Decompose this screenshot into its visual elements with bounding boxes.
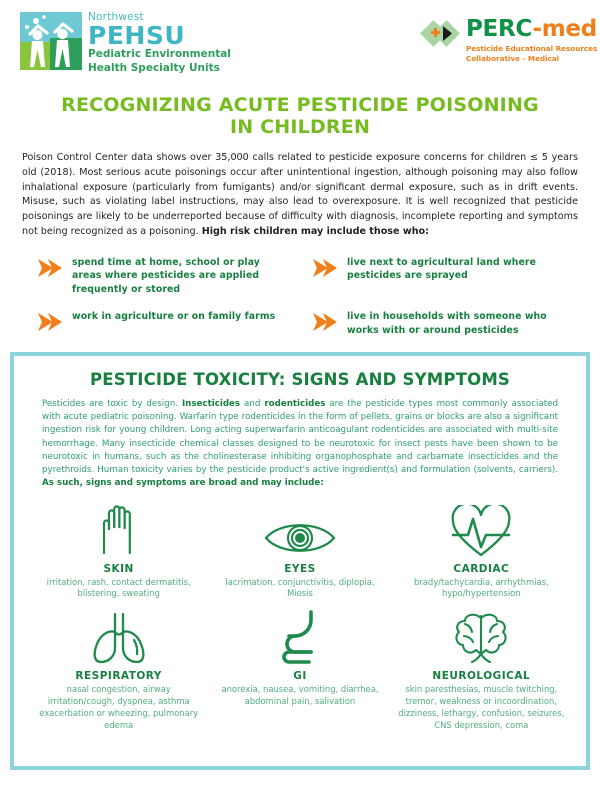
- eye-icon: [263, 517, 337, 559]
- page-header: [0, 0, 600, 80]
- symptom-description: skin paresthesias, muscle twitching, tremor, weakness or incoordination, dizziness, lethargy, confusion, seizures, CNS depression, coma: [398, 684, 565, 731]
- page-title-line-2: IN CHILDREN: [229, 116, 371, 139]
- perc-subtitle-line-2: Collaborative - Medical: [466, 53, 560, 63]
- symptom-description: irritation, rash, contact dermatitis, blistering, sweating: [46, 576, 191, 599]
- lungs-icon: [89, 612, 149, 666]
- chevron-right-icon: [36, 257, 62, 279]
- symptom-name: CARDIAC: [453, 562, 510, 575]
- symptom-cell-cardiac: [391, 503, 572, 601]
- symptom-name: NEUROLOGICAL: [432, 670, 531, 683]
- symptom-name: GI: [293, 670, 307, 683]
- symptom-name: EYES: [284, 562, 316, 575]
- chevron-right-icon: [36, 311, 62, 333]
- symptom-description: nasal congestion, airway irritation/cough, dyspnea, asthma exacerbation or wheezing, pulmonary edema: [39, 684, 199, 731]
- chevron-right-icon: [311, 311, 337, 333]
- symptom-icon-wrap: [215, 503, 384, 559]
- hand-icon: [96, 503, 142, 559]
- panel-body-paragraph: [42, 398, 558, 491]
- pehsu-northwest-label: Northwest: [88, 11, 144, 23]
- symptom-icon-wrap: [397, 610, 566, 666]
- page-title-line-1: RECOGNIZING ACUTE PESTICIDE POISONING: [61, 94, 539, 116]
- panel-body-part-1: Pesticides are toxic by design.: [42, 399, 182, 409]
- panel-body-part-2: and: [240, 399, 265, 409]
- risk-item: [36, 310, 289, 337]
- symptom-cell-eyes: [209, 503, 390, 601]
- symptom-cell-skin: [28, 503, 209, 601]
- high-risk-list: [36, 256, 564, 337]
- intro-bold-tail: High risk children may include those who:: [201, 226, 429, 238]
- symptom-name: SKIN: [103, 562, 134, 575]
- symptom-icon-wrap: [215, 610, 384, 666]
- perc-med-logo: [420, 18, 597, 63]
- symptom-name: RESPIRATORY: [75, 670, 162, 683]
- heart-pulse-icon: [450, 505, 512, 559]
- symptom-description: lacrimation, conjunctivitis, diplopia, Miosis: [225, 576, 375, 599]
- risk-item-label: work in agriculture or on family farms: [72, 311, 276, 323]
- chevron-right-icon: [311, 257, 337, 279]
- symptom-cell-neurological: [391, 610, 572, 732]
- pesticide-toxicity-panel: [10, 352, 590, 770]
- perc-name-orange: -med: [532, 16, 597, 42]
- pehsu-acronym: PEHSU: [88, 20, 186, 50]
- panel-body-bold-tail: As such, signs and symptoms are broad and may include:: [42, 478, 324, 489]
- pehsu-subtitle-line-2: Health Specialty Units: [88, 62, 220, 75]
- perc-wordmark: [466, 18, 597, 41]
- symptom-icon-wrap: [34, 610, 203, 666]
- panel-body-bold-rodenticides: rodenticides: [264, 399, 326, 409]
- symptom-grid: [28, 503, 572, 733]
- symptom-description: anorexia, nausea, vomiting, diarrhea, abdominal pain, salivation: [221, 684, 379, 707]
- page-title: [28, 94, 572, 139]
- perc-name-green: PERC: [466, 16, 533, 42]
- symptom-icon-wrap: [34, 503, 203, 559]
- panel-body-part-3: are the pesticide types most commonly associated with acute pediatric poisoning. Warfarin type rodenticides in the form of pellets, grains or blocks are also a significant ingestion risk for young children. Long acting superwarfarin anticoagulant rodenticides are associated with multi-site hemorrhage. Many insecticide chemical classes designed to be neurotoxic for insect pests have been shown to be neurotoxic in humans, such as the cholinesterase inhibiting organophosphate and carbamate insecticides and the pyrethroids. Human toxicity varies by the pesticide product's active ingredient(s) and formulation (solvents, carriers).: [42, 399, 559, 476]
- symptom-cell-respiratory: [28, 610, 209, 732]
- pehsu-subtitle-line-1: Pediatric Environmental: [88, 48, 231, 61]
- risk-item-label: spend time at home, school or play areas where pesticides are applied frequently or stored: [72, 256, 260, 295]
- risk-item: [311, 256, 564, 296]
- intro-text: Poison Control Center data shows over 35,000 calls related to pesticide exposure concerns for children ≤ 5 years old (2018). Most serious acute poisonings occur after unintentional ingestion, although poisoning may also follow inhalational exposure (particularly from fumigants) and/or significant dermal exposure, such as in drift events. Misuse, such as violating label instructions, may also lead to overexposure. It is well recognized that pesticide poisonings are likely to be underreported because of difficulty with diagnosis, incomplete reporting and symptoms not being recognized as a poisoning.: [22, 151, 578, 238]
- brain-icon: [452, 612, 510, 666]
- risk-item: [36, 256, 289, 296]
- intro-paragraph: [22, 151, 578, 240]
- perc-diamond-cross-arrow-icon: [420, 18, 462, 56]
- risk-item: [311, 310, 564, 337]
- panel-title: PESTICIDE TOXICITY: SIGNS AND SYMPTOMS: [89, 370, 511, 389]
- risk-item-label: live next to agricultural land where pesticides are sprayed: [347, 256, 536, 282]
- symptom-description: brady/tachycardia, arrhythmias, hypo/hypertension: [414, 576, 549, 599]
- symptom-icon-wrap: [397, 503, 566, 559]
- risk-item-label: live in households with someone who works with or around pesticides: [347, 311, 547, 336]
- stomach-intestine-icon: [273, 610, 327, 666]
- panel-body-bold-insecticides: Insecticides: [181, 399, 241, 409]
- symptom-cell-gi: [209, 610, 390, 732]
- perc-subtitle-line-1: Pesticide Educational Resources: [466, 44, 598, 53]
- pehsu-logo: [20, 12, 231, 76]
- pehsu-children-mark-icon: [20, 12, 82, 70]
